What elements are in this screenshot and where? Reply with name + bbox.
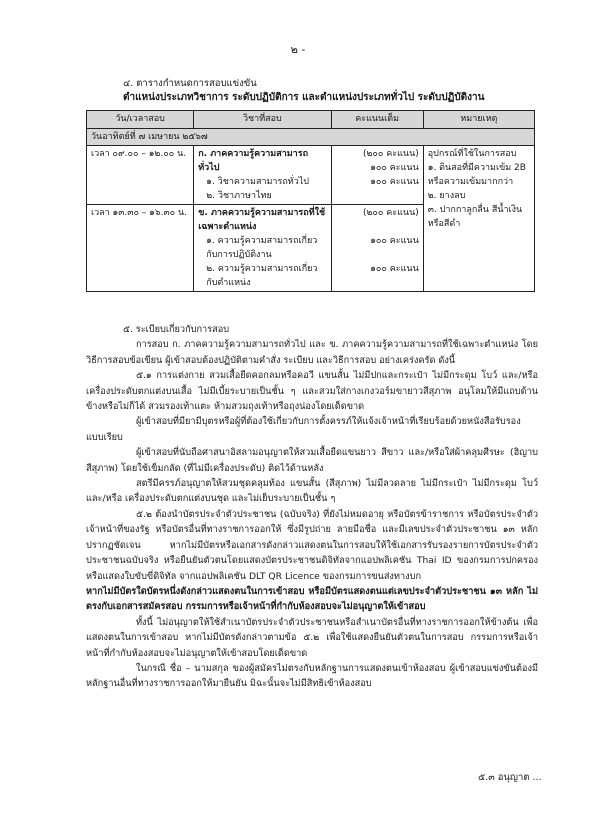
header-score: คะแนนเต็ม	[331, 111, 423, 129]
rule-5-2-bold: หากไม่มีบัตรใดบัตรหนึ่งดังกล่าวแสดงตนในการเข้าสอบ หรือมีบัตรแสดงตนแต่เลขประจำตัวประชาชน ๑๓ หลัก ไม่ตรงกับเอกสารสมัครสอบ กรรมการหรือเจ้าหน้าที่กำกับห้องสอบจะไม่อนุญาตให้เข้าสอบ	[86, 585, 538, 613]
subject-b1: ๑. ความรู้ความสามารถเกี่ยวกับการปฏิบัติงาน	[206, 236, 318, 260]
rule-5-1: ๕.๑ การแต่งกาย สวมเสื้อยืดคอกลมหรือคอวี แขนสั้น ไม่มีปกและกระเป๋า ไม่มีกระดุม โบว์ และ/หรือเครื่องประดับตกแต่งบนเสื้อ ไม่มีเบี้ยระบายเป็นชั้น ๆ และสวมใส่กางเกงวอร์มขายาวสีสุภาพ อนุโลมให้มีแถบด้านข้างหรือไม่ก็ได้ สวมรองเท้าแตะ ห้ามสวมถุงเท้าหรือถุงน่องโดยเด็ดขาด	[86, 370, 538, 413]
header-subject: วิชาที่สอบ	[194, 111, 331, 129]
page-number: ๒ -	[290, 43, 306, 56]
subject-a1: ๑. วิชาความสามารถทั่วไป	[206, 177, 309, 187]
time-slot-afternoon: เวลา ๑๓.๓๐ – ๑๖.๓๐ น.	[87, 205, 194, 292]
header-remarks: หมายเหตุ	[423, 111, 534, 129]
remark-line: ๓. ปากกาลูกลื่น สีน้ำเงินหรือสีดำ	[427, 205, 523, 229]
subject-a1-score: ๑๐๐ คะแนน	[370, 163, 419, 173]
section-5-heading: ๕. ระเบียบเกี่ยวกับการสอบ	[123, 324, 230, 335]
table-title: ตำแหน่งประเภทวิชาการ ระดับปฏิบัติการ และตำแหน่งประเภททั่วไป ระดับปฏิบัติงาน	[123, 92, 485, 103]
subject-b-score: (๒๐๐ คะแนน)	[362, 208, 419, 218]
remark-line: ๒. ยางลบ	[427, 191, 466, 201]
subject-a2-score: ๑๐๐ คะแนน	[370, 177, 419, 187]
time-slot-morning: เวลา ๐๙.๐๐ – ๑๒.๐๐ น.	[87, 146, 194, 205]
remark-line: อุปกรณ์ที่ใช้ในการสอบ	[427, 149, 517, 159]
section-5	[86, 322, 538, 692]
header-datetime: วัน/เวลาสอบ	[87, 111, 194, 129]
remark-line: ๑. ดินสอที่มีความเข้ม 2B หรือความเข้มมากกว่า	[427, 163, 526, 187]
subject-cell	[194, 146, 331, 205]
subject-cell	[194, 205, 331, 292]
rule-5-1-pregnant: ผู้เข้าสอบที่มียามีบุตรหรือผู้ที่ต้องใช้เกี่ยวกับการตั้งครรภ์ให้แจ้งเจ้าหน้าที่เรียบร้อยด้วยหนังสือรับรองแบบเรียบ	[86, 416, 521, 443]
remarks-cell	[423, 146, 534, 292]
rule-5-2: ๕.๒ ต้องนำบัตรประจำตัวประชาชน (ฉบับจริง) ที่ยังไม่หมดอายุ หรือบัตรข้าราชการ หรือบัตรประจำตัวเจ้าหน้าที่ของรัฐ หรือบัตรอื่นที่ทางราชการออกให้ ซึ่งมีรูปถ่าย ลายมือชื่อ และมีเลขประจำตัวประชาชน ๑๓ หลัก ปรากฏชัดเจน หากไม่มีบัตรหรือเอกสารดังกล่าวแสดงตนในการสอบให้ใช้เอกสารรับรองรายการบัตรประจำตัวประชาชนฉบับจริง หรือยืนยันตัวตนโดยแสดงบัตรประชาชนดิจิทัลจากแอปพลิเคชัน Thai ID ของกรมการปกครอง หรือแสดงใบขับขี่ดิจิทัล จากแอปพลิเคชัน DLT QR Licence ของกรมการขนส่งทางบก	[86, 508, 538, 582]
rule-5-1-women: สตรีมีครรภ์อนุญาตให้สวมชุดคลุมท้อง แขนสั้น (สีสุภาพ) ไม่มีลวดลาย ไม่มีกระเป๋า ไม่มีกระดุม โบว์ และ/หรือ เครื่องประดับตกแต่งบนชุด และไม่เย็บระบายเป็นชั้น ๆ	[86, 478, 538, 505]
rule-5-2-name: ในกรณี ชื่อ – นามสกุล ของผู้สมัครไม่ตรงกับหลักฐานการแสดงตนเข้าห้องสอบ ผู้เข้าสอบแข่งขันต้องมีหลักฐานอื่นที่ทางราชการออกให้มายืนยัน มิฉะนั้นจะไม่มีสิทธิเข้าห้องสอบ	[86, 662, 538, 690]
exam-schedule-table	[86, 110, 535, 292]
subject-b1-score: ๑๐๐ คะแนน	[370, 236, 419, 246]
score-cell	[331, 205, 423, 292]
rule-5-1-religion: ผู้เข้าสอบที่นับถือศาสนาอิสลามอนุญาตให้สวมเสื้อยืดแขนยาว สีขาว และ/หรือใส่ผ้าคลุมศีรษะ (ฮิญาบ สีสุภาพ) โดยใช้เข็มกลัด (ที่ไม่มีเครื่องประดับ) ติดไว้ด้านหลัง	[86, 447, 538, 474]
continuation-footer: ๕.๓ อนุญาต ...	[478, 772, 542, 783]
table-header-row	[87, 111, 535, 129]
score-cell	[331, 146, 423, 205]
subject-b-title: ข. ภาคความรู้ความสามารถที่ใช้เฉพาะตำแหน่ง	[198, 208, 326, 232]
section-5-intro: การสอบ ก. ภาคความรู้ความสามารถทั่วไป และ ข. ภาคความรู้ความสามารถที่ใช้เฉพาะตำแหน่ง โดยวิธีการสอบข้อเขียน ผู้เข้าสอบต้องปฏิบัติตามคำสั่ง ระเบียบ และวิธีการสอบ อย่างเคร่งครัด ดังนี้	[86, 339, 538, 366]
subject-b2-score: ๑๐๐ คะแนน	[370, 264, 419, 274]
rule-5-2-note: ทั้งนี้ ไม่อนุญาตให้ใช้สำเนาบัตรประจำตัวประชาชนหรือสำเนาบัตรอื่นที่ทางราชการออกให้ข้างต้น เพื่อแสดงตนในการเข้าสอบ หากไม่มีบัตรดังกล่าวตามข้อ ๕.๒ เพื่อใช้แสดงยืนยันตัวตนในการสอบ กรรมการหรือเจ้าหน้าที่กำกับห้องสอบจะไม่อนุญาตให้เข้าสอบโดยเด็ดขาด	[86, 616, 538, 659]
table-row	[87, 146, 535, 205]
section-4-heading: ๔. ตารางกำหนดการสอบแข่งขัน	[123, 78, 257, 89]
subject-b2: ๒. ความรู้ความสามารถเกี่ยวกับตำแหน่ง	[206, 264, 318, 288]
subject-a-title: ก. ภาคความรู้ความสามารถทั่วไป	[198, 149, 309, 173]
exam-date: วันอาทิตย์ที่ ๗ เมษายน ๒๕๖๗	[87, 129, 535, 146]
table-date-row	[87, 129, 535, 146]
subject-a-score: (๒๐๐ คะแนน)	[362, 149, 419, 159]
subject-a2: ๒. วิชาภาษาไทย	[206, 191, 272, 201]
